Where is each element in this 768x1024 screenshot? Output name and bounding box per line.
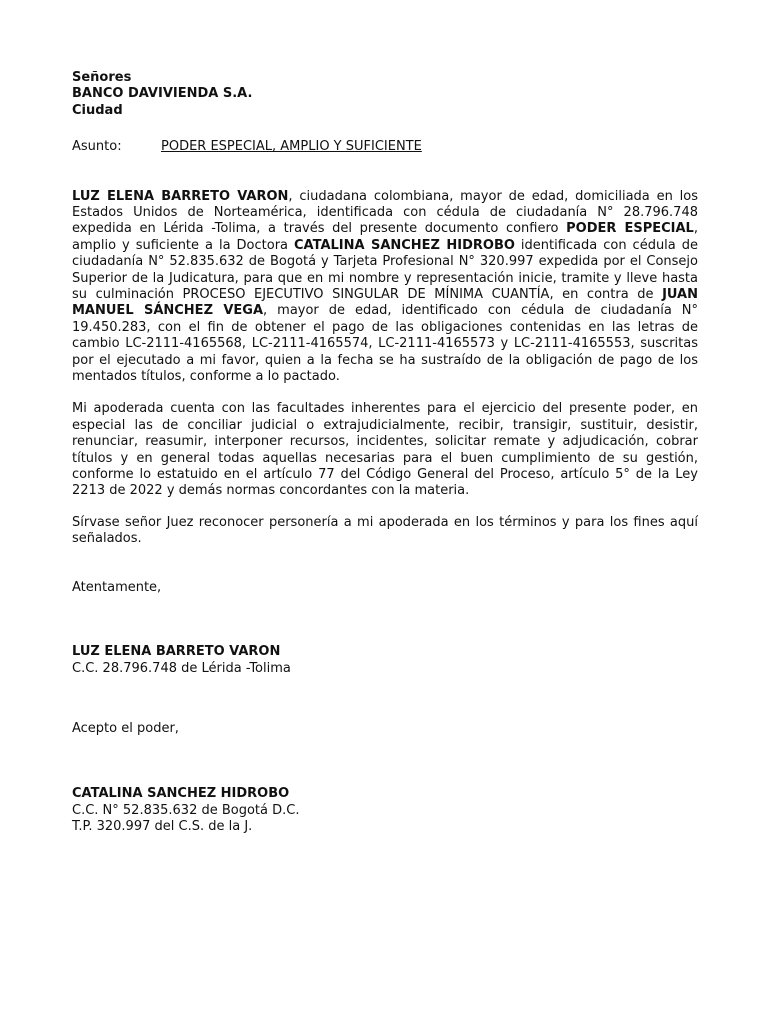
attorney-name: CATALINA SANCHEZ HIDROBO bbox=[294, 237, 515, 253]
grantor-signature-name: LUZ ELENA BARRETO VARON bbox=[72, 644, 281, 660]
paragraph-grant-text-c: identificada con cédula de ciudadanía N° 52.835.632 de Bogotá y Tarjeta Profesional N° 320.997 expedida por el Consejo Superior de la Judicatura, para que en mi nombre y representación inicie, tramite y lleve hasta su culminación PROCESO EJECUTIVO SINGULAR DE MÍNIMA CUANTÍA, en contra de bbox=[72, 237, 698, 303]
debtor-name: JUAN MANUEL SÁNCHEZ VEGA bbox=[72, 287, 698, 319]
paragraph-grant-text-a: , ciudadana colombiana, mayor de edad, domiciliada en los Estados Unidos de Norteamérica, identificada con cédula de ciudadanía N° 28.796.748 expedida en Lérida -Tolima, a través del presente documento confiero bbox=[72, 188, 698, 237]
attorney-signature-block bbox=[72, 786, 698, 835]
addressee-block bbox=[72, 70, 698, 119]
subject-line bbox=[72, 139, 698, 155]
grantor-name: LUZ ELENA BARRETO VARON bbox=[72, 188, 289, 204]
attorney-signature-id: C.C. N° 52.835.632 de Bogotá D.C. bbox=[72, 802, 300, 818]
attorney-signature-name: CATALINA SANCHEZ HIDROBO bbox=[72, 786, 290, 802]
paragraph-grant bbox=[72, 189, 698, 386]
subject-text: PODER ESPECIAL, AMPLIO Y SUFICIENTE bbox=[161, 139, 422, 155]
power-term: PODER ESPECIAL bbox=[566, 221, 694, 237]
attorney-signature-tp: T.P. 320.997 del C.S. de la J. bbox=[72, 819, 253, 835]
addressee-bank-name: BANCO DAVIVIENDA S.A. bbox=[72, 86, 253, 102]
addressee-salutation: Señores bbox=[72, 70, 132, 85]
document-page bbox=[72, 70, 698, 835]
addressee-city: Ciudad bbox=[72, 102, 123, 118]
acceptance-line: Acepto el poder, bbox=[72, 720, 179, 736]
closing-salutation: Atentamente, bbox=[72, 579, 162, 595]
grantor-signature-id: C.C. 28.796.748 de Lérida -Tolima bbox=[72, 660, 291, 676]
subject-label: Asunto: bbox=[72, 139, 122, 155]
paragraph-grant-text-b: , amplio y suficiente a la Doctora bbox=[72, 221, 698, 253]
paragraph-faculties: Mi apoderada cuenta con las facultades inherentes para el ejercicio del presente poder, en especial las de conciliar judicial o extrajudicialmente, recibir, transigir, sustituir, desistir, renunciar, reasumir, interponer recursos, incidentes, solicitar remate y adjudicación, cobrar títulos y en general todas aquellas necesarias para el buen cumplimiento de su gestión, conforme lo estatuido en el artículo 77 del Código General del Proceso, artículo 5° de la Ley 2213 de 2022 y demás normas concordantes con la materia. bbox=[72, 401, 698, 499]
paragraph-grant-text-d: , mayor de edad, identificado con cédula de ciudadanía N° 19.450.283, con el fin de obtener el pago de las obligaciones contenidas en las letras de cambio LC-2111-4165568, LC-2111-4165574, LC-2111-4165573 y LC-2111-4165553, suscritas por el ejecutado a mi favor, quien a la fecha se ha sustraído de la obligación de pago de los mentados títulos, conforme a lo pactado. bbox=[72, 303, 698, 385]
grantor-signature-block bbox=[72, 644, 698, 677]
paragraph-request: Sírvase señor Juez reconocer personería a mi apoderada en los términos y para los fines aquí señalados. bbox=[72, 514, 698, 547]
